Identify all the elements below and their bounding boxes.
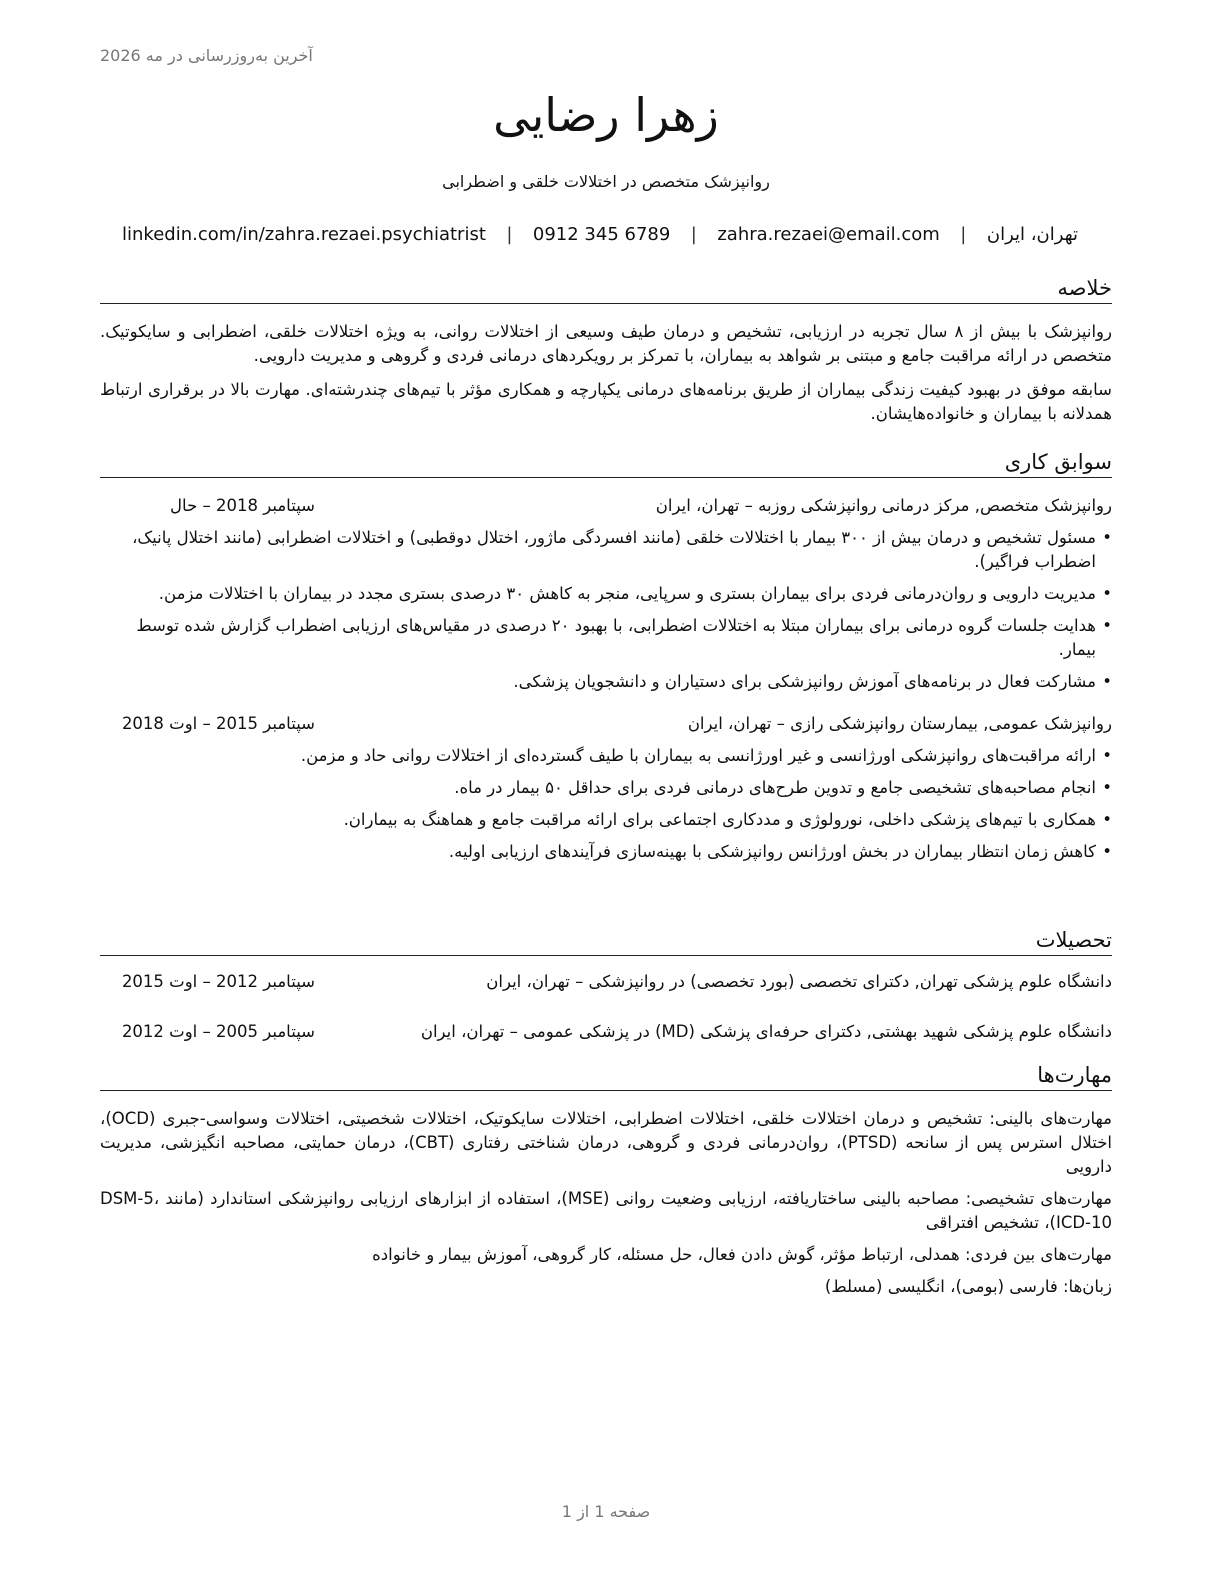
summary-paragraph: روانپزشک با بیش از ۸ سال تجربه در ارزیابی، تشخیص و درمان طیف وسیعی از اختلالات روانی، به ویژه اختلالات خلقی، اضطرابی و سایکوتیک. متخصص در ارائه مراقبت جامع و مبتنی بر شواهد به بیماران، با تمرکز بر رویکردهای درمانی فردی و گروهی و مدیریت دارویی.: [100, 322, 1112, 366]
job-tagline: روانپزشک متخصص در اختلالات خلقی و اضطرابی: [442, 172, 770, 191]
contact-line: [122, 224, 1078, 245]
job-bullets: [100, 744, 1112, 864]
experience-section: [100, 450, 1112, 864]
section-title-experience: سوابق کاری: [100, 450, 1112, 478]
summary-paragraph: سابقه موفق در بهبود کیفیت زندگی بیماران از طریق برنامه‌های درمانی یکپارچه و همکاری مؤثر با تیم‌های چندرشته‌ای. مهارت بالا در برقراری ارتباط همدلانه با بیماران و خانواده‌هایشان.: [100, 380, 1112, 424]
education-item: [100, 970, 1112, 994]
job-bullet: • انجام مصاحبه‌های تشخیصی جامع و تدوین طرح‌های درمانی فردی برای حداقل ۵۰ بیمار در ماه.: [100, 776, 1112, 800]
contact-phone[interactable]: 0912 345 6789: [532, 224, 671, 245]
education-item: [100, 1020, 1112, 1044]
job-entry: [100, 494, 1112, 694]
job-entry: [100, 712, 1112, 864]
skills-section: [100, 1063, 1112, 1299]
contact-location: تهران، ایران: [986, 224, 1078, 245]
skill-line: مهارت‌های بالینی: تشخیص و درمان اختلالات خلقی، اختلالات اضطرابی، اختلالات سایکوتیک، اختلالات شخصیتی، اختلالات وسواسی-جبری (OCD)، اختلال استرس پس از سانحه (PTSD)، روان‌درمانی فردی و گروهی، درمان شناختی رفتاری (CBT)، درمان حمایتی، مصاحبه انگیزشی، مدیریت دارویی: [100, 1109, 1113, 1177]
job-bullet: • مسئول تشخیص و درمان بیش از ۳۰۰ بیمار با اختلالات خلقی (مانند افسردگی ماژور، اختلال دوقطبی) و اختلالات اضطرابی (مانند اختلال پانیک، اضطراب فراگیر).: [100, 526, 1112, 574]
summary-section: [100, 276, 1112, 426]
education-text: دانشگاه علوم پزشکی تهران, دکترای تخصصی (بورد تخصصی) در روانپزشکی – تهران، ایران: [486, 972, 1112, 992]
job-header: [100, 494, 1112, 518]
education-section: [100, 928, 1112, 1044]
contact-separator: |: [960, 224, 967, 245]
job-bullet: • همکاری با تیم‌های پزشکی داخلی، نورولوژی و مددکاری اجتماعی برای ارائه مراقبت جامع و هماهنگ به بیماران.: [100, 808, 1112, 832]
education-date: سپتامبر 2005 – اوت 2012: [121, 1022, 315, 1042]
contact-linkedin[interactable]: linkedin.com/in/zahra.rezaei.psychiatrist: [122, 224, 486, 245]
section-title-education: تحصیلات: [100, 928, 1112, 956]
job-title: روانپزشک عمومی, بیمارستان روانپزشکی رازی – تهران، ایران: [687, 714, 1112, 734]
education-text: دانشگاه علوم پزشکی شهید بهشتی, دکترای حرفه‌ای پزشکی (MD) در پزشکی عمومی – تهران، ایران: [420, 1022, 1112, 1042]
job-bullet: • مدیریت دارویی و روان‌درمانی فردی برای بیماران بستری و سرپایی، منجر به کاهش ۳۰ درصدی بستری مجدد در بیماران با اختلالات مزمن.: [100, 582, 1112, 606]
skill-line: زبان‌ها: فارسی (بومی)، انگلیسی (مسلط): [824, 1277, 1112, 1297]
education-date: سپتامبر 2012 – اوت 2015: [121, 972, 315, 992]
job-date: سپتامبر 2018 – حال: [170, 496, 315, 516]
page-number: صفحه 1 از 1: [561, 1502, 651, 1521]
contact-separator: |: [506, 224, 513, 245]
job-bullets: [100, 526, 1112, 694]
skill-line: مهارت‌های بین فردی: همدلی، ارتباط مؤثر، گوش دادن فعال، حل مسئله، کار گروهی، آموزش بیمار و خانواده: [372, 1245, 1112, 1265]
contact-separator: |: [690, 224, 697, 245]
job-date: سپتامبر 2015 – اوت 2018: [121, 714, 315, 734]
section-title-skills: مهارت‌ها: [100, 1063, 1112, 1091]
job-bullet: • کاهش زمان انتظار بیماران در بخش اورژانس روانپزشکی با بهینه‌سازی فرآیندهای ارزیابی اولیه.: [100, 840, 1112, 864]
last-updated-note: آخرین به‌روزرسانی در مه 2026: [100, 46, 313, 65]
job-bullet: • مشارکت فعال در برنامه‌های آموزش روانپزشکی برای دستیاران و دانشجویان پزشکی.: [100, 670, 1112, 694]
contact-email[interactable]: zahra.rezaei@email.com: [717, 224, 940, 245]
job-bullet: • هدایت جلسات گروه درمانی برای بیماران مبتلا به اختلالات اضطرابی، با بهبود ۲۰ درصدی در مقیاس‌های ارزیابی اضطراب گزارش شده توسط بیمار.: [100, 614, 1112, 662]
job-bullet: • ارائه مراقبت‌های روانپزشکی اورژانسی و غیر اورژانسی به بیماران با طیف گسترده‌ای از اختلالات روانی حاد و مزمن.: [100, 744, 1112, 768]
job-header: [100, 712, 1112, 736]
skill-line: مهارت‌های تشخیصی: مصاحبه بالینی ساختاریافته، ارزیابی وضعیت روانی (MSE)، استفاده از ابزارهای ارزیابی روانپزشکی استاندارد (مانند DSM-5، ICD-10)، تشخیص افتراقی: [100, 1189, 1112, 1233]
job-title: روانپزشک متخصص, مرکز درمانی روانپزشکی روزبه – تهران، ایران: [655, 496, 1112, 516]
resume-page: [100, 0, 1112, 1584]
person-name: زهرا رضایی: [493, 88, 719, 142]
section-title-summary: خلاصه: [100, 276, 1112, 304]
